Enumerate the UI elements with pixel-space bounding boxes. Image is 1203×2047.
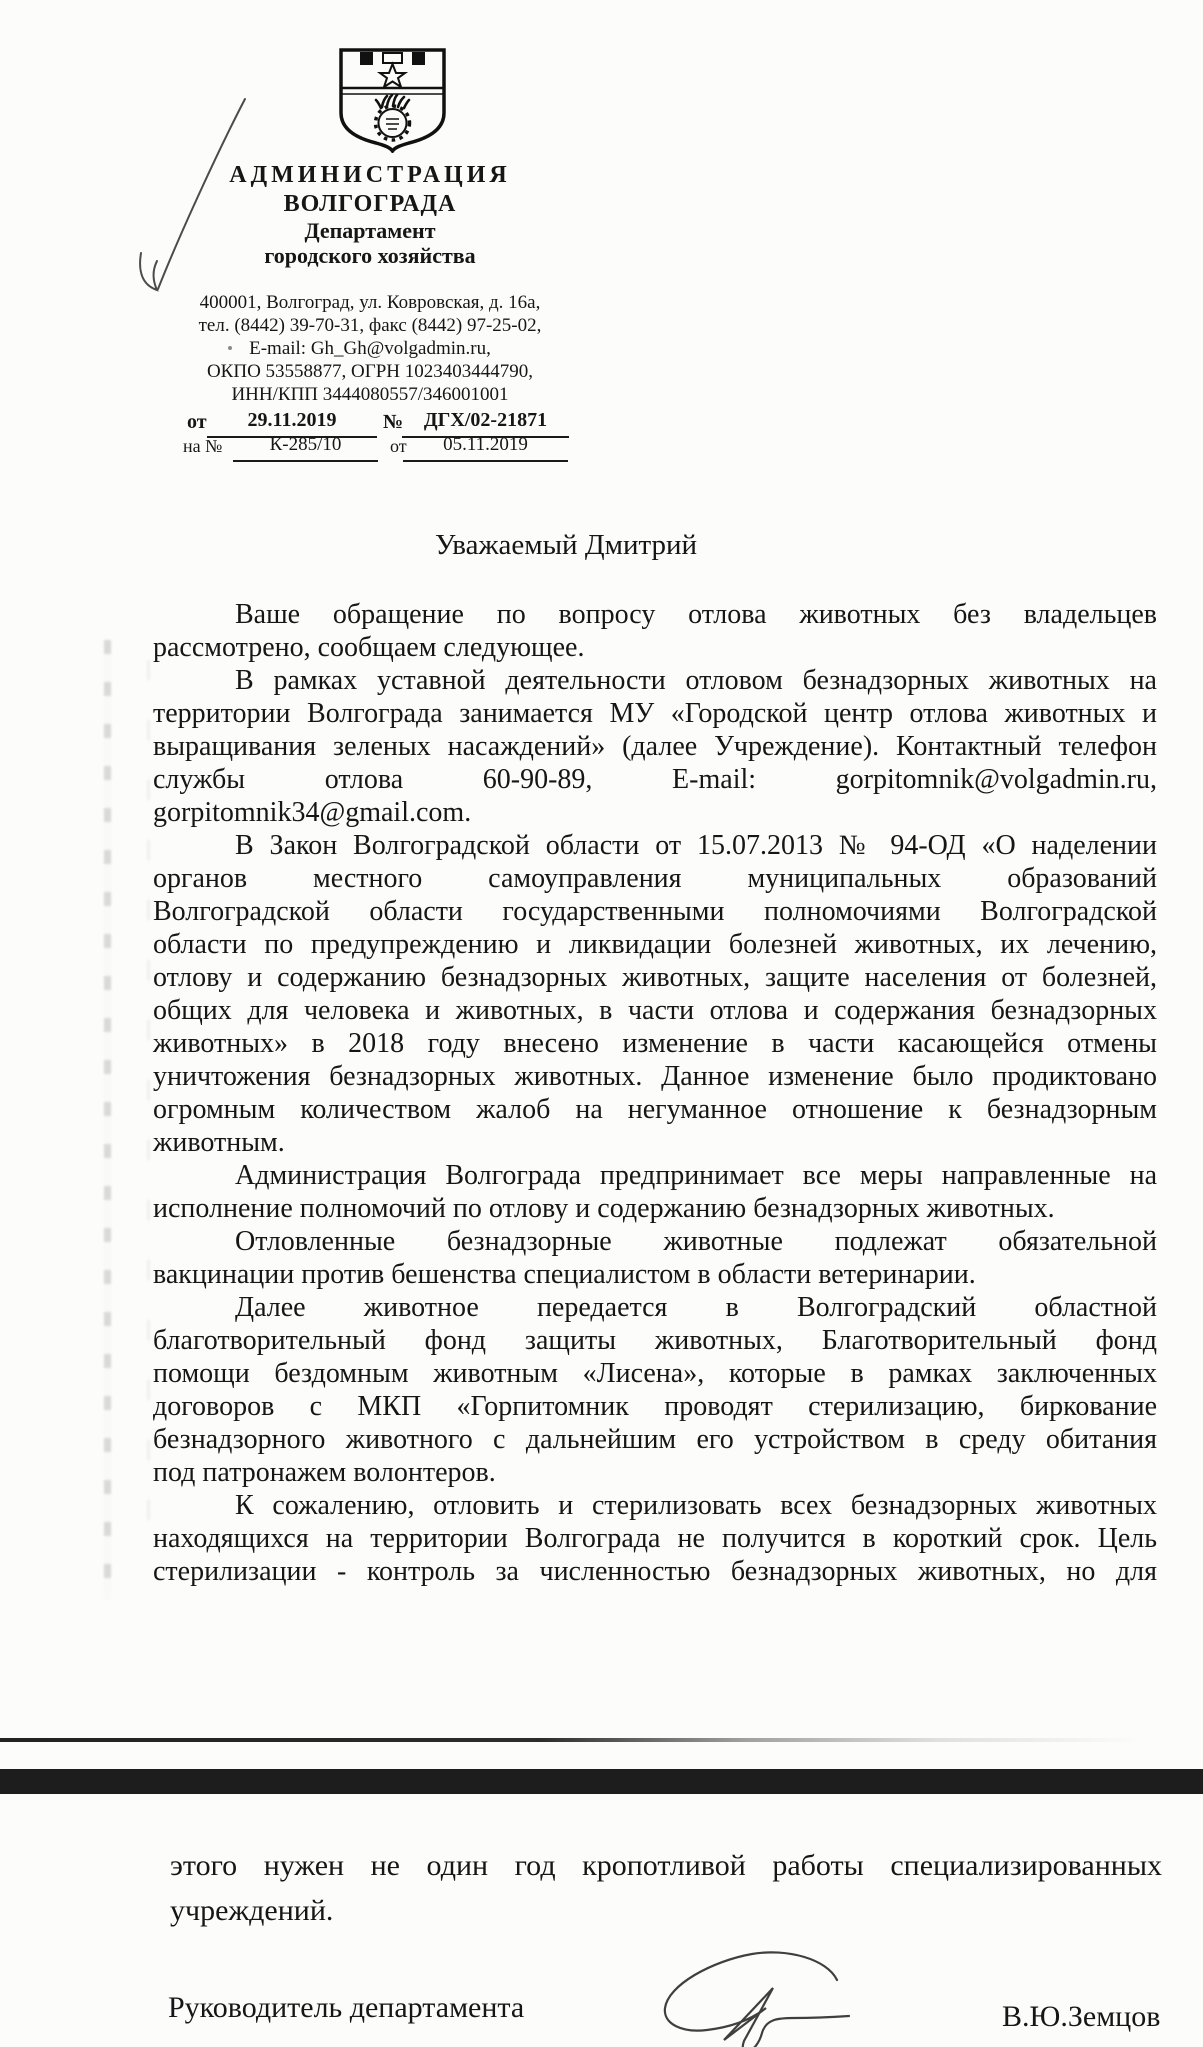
paragraph — [153, 1159, 1157, 1225]
body-line: под патронажем волонтеров. — [153, 1457, 496, 1488]
body-line: безнадзорного животного с дальнейшим его устройством в среду обитания — [153, 1424, 1157, 1455]
address-line: тел. (8442) 39-70-31, факс (8442) 97-25-02, — [198, 315, 542, 336]
paragraph — [153, 829, 1157, 1159]
body-line: выращивания зеленых насаждений» (далее Учреждение). Контактный телефон — [153, 731, 1157, 762]
gear-and-sheaf — [376, 95, 410, 140]
paragraph — [153, 1489, 1157, 1588]
org-name-line1: АДМИНИСТРАЦИЯ — [229, 162, 511, 188]
incoming-date-value: 05.11.2019 — [403, 434, 568, 462]
body-line: договоров с МКП «Горпитомник проводят стерилизацию, биркование — [153, 1391, 1157, 1422]
incoming-number-value: К-285/10 — [233, 434, 378, 462]
dept-line2: городского хозяйства — [264, 243, 476, 268]
signer-position: Руководитель департамента — [168, 1991, 525, 2024]
body-line: общих для человека и животных, в части отлова и содержания безнадзорных — [153, 995, 1157, 1026]
body-line: К сожалению, отловить и стерилизовать всех безнадзорных животных — [235, 1490, 1157, 1521]
body-line: Отловленные безнадзорные животные подлежат обязательной — [235, 1226, 1157, 1257]
body-line: органов местного самоуправления муниципальных образований — [153, 863, 1157, 894]
address-block — [110, 291, 630, 406]
paragraph — [153, 598, 1157, 664]
scan-black-band — [0, 1769, 1203, 1794]
body-line: В Закон Волгоградской области от 15.07.2013 № 94-ОД «О наделении — [235, 830, 1157, 861]
body-line: В рамках уставной деятельности отловом безнадзорных животных на — [235, 665, 1157, 696]
signer-name: В.Ю.Земцов — [1002, 2000, 1161, 2033]
outgoing-date-label: от — [187, 411, 207, 433]
body-line: исполнение полномочий по отлову и содержанию безнадзорных животных. — [153, 1193, 1055, 1224]
paragraph — [153, 664, 1157, 829]
salutation: Уважаемый Дмитрий — [435, 529, 698, 561]
body-line: Администрация Волгограда предпринимает все меры направленные на — [235, 1160, 1157, 1191]
outgoing-number-label: № — [383, 411, 404, 433]
body-line: вакцинации против бешенства специалистом в области ветеринарии. — [153, 1259, 976, 1290]
address-line: E-mail: Gh_Gh@volgadmin.ru, — [249, 338, 491, 359]
body-line: находящихся на территории Волгограда не получится в короткий срок. Цель — [153, 1523, 1157, 1554]
letter-body-continued — [170, 1843, 1162, 1933]
scan-speck — [228, 346, 232, 350]
paragraph — [153, 1225, 1157, 1291]
crenel-right — [412, 52, 425, 65]
body-line: стерилизации - контроль за численностью безнадзорных животных, но для — [153, 1556, 1157, 1587]
scan-edge-line — [0, 1738, 1203, 1742]
body-line: животным. — [153, 1127, 285, 1158]
body-line: службы отлова 60-90-89, E-mail: gorpitomnik@volgadmin.ru, — [153, 764, 1157, 795]
incoming-date-label: от — [390, 436, 407, 456]
body-line: рассмотрено, сообщаем следующее. — [153, 632, 585, 663]
outgoing-number-value: ДГХ/02-21871 — [402, 409, 569, 438]
letterhead — [110, 160, 630, 268]
letter-body — [153, 598, 1157, 1588]
body-line: благотворительный фонд защиты животных, Благотворительный фонд — [153, 1325, 1157, 1356]
body-line: животных» в 2018 году внесено изменение в части касающейся отмены — [153, 1028, 1157, 1059]
body-line: Волгоградской области государственными полномочиями Волгоградской — [153, 896, 1157, 927]
crenel-left — [360, 52, 373, 65]
address-line: ИНН/КПП 3444080557/346001001 — [231, 384, 509, 405]
paragraph — [153, 1291, 1157, 1489]
address-line: 400001, Волгоград, ул. Ковровская, д. 16а, — [199, 292, 541, 313]
body-line: территории Волгограда занимается МУ «Городской центр отлова животных и — [153, 698, 1157, 729]
outgoing-date-value: 29.11.2019 — [207, 409, 377, 438]
body-line: области по предупреждению и ликвидации болезней животных, их лечению, — [153, 929, 1157, 960]
dept-line1: Департамент — [304, 218, 436, 243]
body-line: этого нужен не один год кропотливой работы специализированных — [170, 1849, 1162, 1882]
scan-streak — [104, 640, 111, 1600]
scan-streak — [147, 660, 150, 1560]
handwritten-signature-icon — [652, 1945, 862, 2047]
medal-star — [380, 64, 405, 87]
body-line: уничтожения безнадзорных животных. Данное изменение было продиктовано — [153, 1061, 1157, 1092]
body-line: Далее животное передается в Волгоградский областной — [235, 1292, 1157, 1323]
body-line: учреждений. — [170, 1894, 334, 1927]
org-name-line2: ВОЛГОГРАДА — [283, 191, 457, 217]
body-line: огромным количеством жалоб на негуманное отношение к безнадзорным — [153, 1094, 1157, 1125]
volgograd-coat-of-arms-icon — [337, 47, 448, 153]
incoming-number-label: на № — [183, 436, 223, 456]
body-line: помощи бездомным животным «Лисена», которые в рамках заключенных — [153, 1358, 1157, 1389]
body-line: отлову и содержанию безнадзорных животных, защите населения от болезней, — [153, 962, 1157, 993]
address-line: ОКПО 53558877, ОГРН 1023403444790, — [206, 361, 534, 382]
body-line: gorpitomnik34@gmail.com. — [153, 797, 472, 828]
body-line: Ваше обращение по вопросу отлова животных без владельцев — [235, 599, 1157, 630]
